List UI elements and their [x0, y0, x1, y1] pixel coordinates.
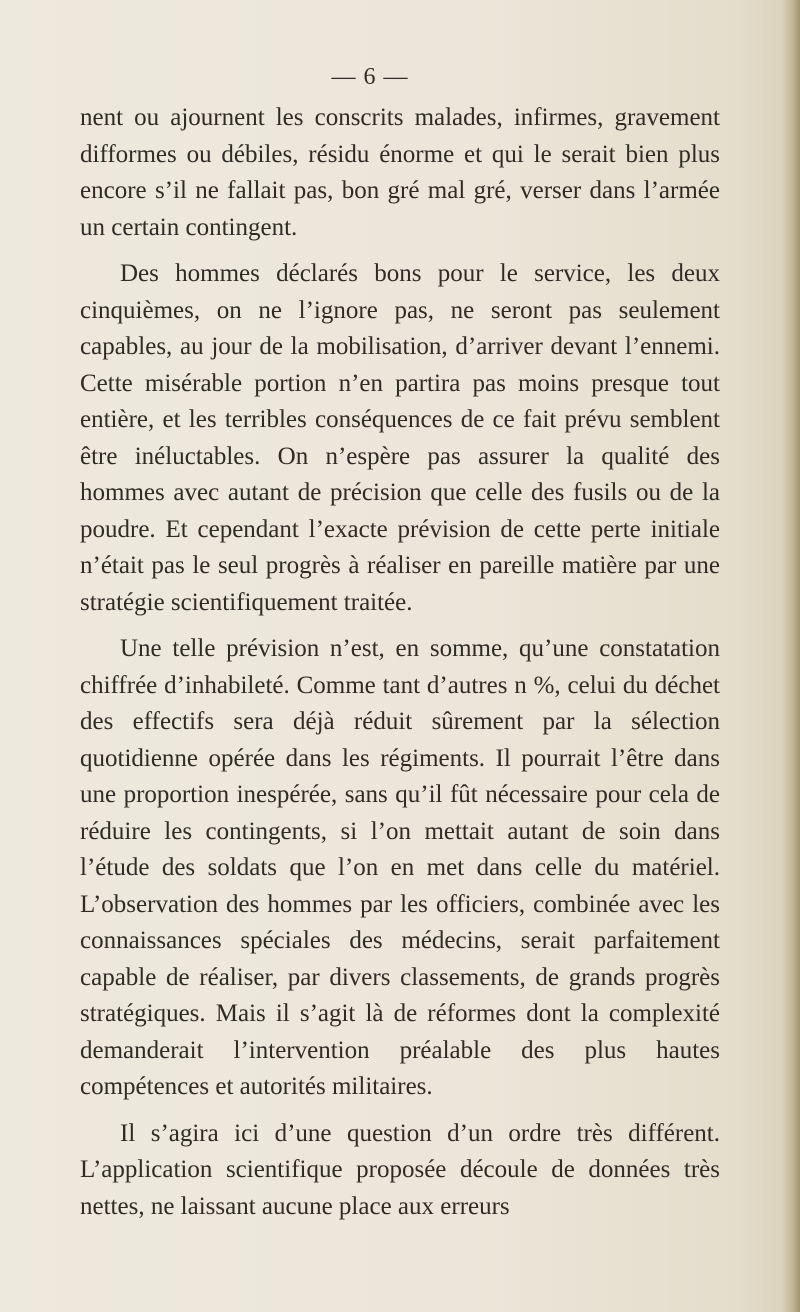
paragraph-1: nent ou ajournent les conscrits malades, infirmes, gravement difformes ou débiles, résidu énorme et qui le serait bien plus encore s’il ne fallait pas, bon gré mal gré, verser dans l’armée un certain contingent.: [80, 104, 720, 241]
page-number: — 6 —: [331, 64, 409, 90]
paragraph-4: Il s’agira ici d’une question d’un ordre très différent. L’application scientifique proposée découle de données très nettes, ne laissant aucune place aux erreurs: [80, 1119, 720, 1220]
paragraph-3: Une telle prévision n’est, en somme, qu’une constatation chiffrée d’inhabileté. Comme tant d’autres n %, celui du déchet des effectifs sera déjà réduit sûrement par la sélection quotidienne opérée dans les régiments. Il pourrait l’être dans une proportion inespérée, sans qu’il fût nécessaire pour cela de réduire les contingents, si l’on mettait autant de soin dans l’étude des soldats que l’on en met dans celle du matériel. L’observation des hommes par les officiers, combinée avec les connaissances spéciales des médecins, serait parfaitement capable de réaliser, par divers classements, de grands progrès stratégiques. Mais il s’agit là de réformes dont la complexité demanderait l’intervention préalable des plus hautes compétences et autorités militaires.: [80, 635, 720, 1100]
paragraph-2: Des hommes déclarés bons pour le service, les deux cinquièmes, on ne l’ignore pas, ne seront pas seulement capables, au jour de la mobilisation, d’arriver devant l’ennemi. Cette misérable portion n’en partira pas moins presque tout entière, et les terribles conséquences de ce fait prévu semblent être inéluctables. On n’espère pas assurer la qualité des hommes avec autant de précision que celle des fusils ou de la poudre. Et cependant l’exacte prévision de cette perte initiale n’était pas le seul progrès à réaliser en pareille matière par une stratégie scientifiquement traitée.: [80, 260, 720, 616]
body-text: [80, 100, 720, 1235]
page-edge-shadow: [782, 0, 800, 1312]
